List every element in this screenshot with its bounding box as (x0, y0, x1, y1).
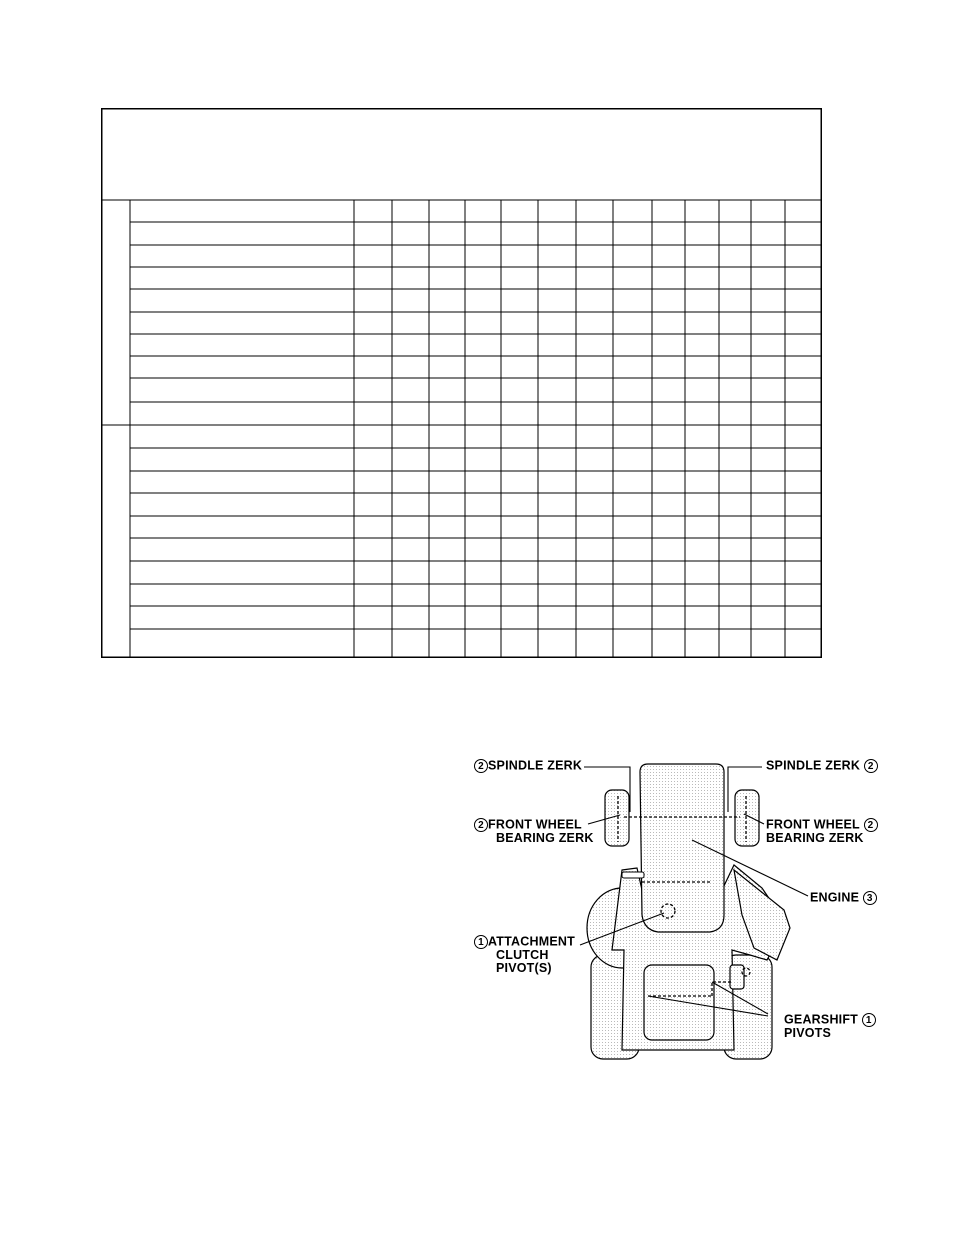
callout-label-line2: BEARING ZERK (496, 831, 594, 845)
callout-spindle-zerk-left (474, 759, 582, 773)
callout-front-wheel-bearing-left (474, 818, 594, 845)
callout-label-line1: FRONT WHEEL (488, 817, 582, 832)
gearshift-lever (730, 965, 744, 989)
callout-number-badge: 2 (864, 818, 878, 832)
callout-gearshift-pivots (784, 1013, 876, 1040)
front-right-wheel (735, 790, 759, 846)
callout-label-line2: BEARING ZERK (766, 831, 864, 845)
callout-label: SPINDLE ZERK (766, 758, 861, 773)
maintenance-table (101, 108, 822, 658)
hood (640, 764, 724, 932)
callout-number-badge: 1 (474, 935, 488, 949)
callout-front-wheel-bearing-right (766, 818, 878, 845)
callout-number-badge: 2 (864, 759, 878, 773)
callout-label-line1: GEARSHIFT (784, 1012, 859, 1027)
callout-label-line2: PIVOTS (784, 1026, 832, 1040)
maintenance-table-grid (101, 108, 822, 658)
callout-label-line1: FRONT WHEEL (766, 817, 860, 832)
callout-label-line1: ATTACHMENT (488, 934, 575, 949)
callout-label-line3: PIVOT(S) (496, 961, 552, 975)
lubrication-diagram (472, 750, 882, 1065)
callout-number-badge: 2 (474, 759, 488, 773)
callout-label: ENGINE (810, 890, 860, 905)
seat (644, 965, 714, 1040)
callout-spindle-zerk-right (766, 759, 878, 773)
callout-label: SPINDLE ZERK (488, 758, 583, 773)
callout-number-badge: 2 (474, 818, 488, 832)
callout-attachment-clutch-pivots (474, 935, 575, 975)
callout-engine (810, 891, 877, 905)
callout-number-badge: 1 (862, 1013, 876, 1027)
callout-label-line2: CLUTCH (496, 948, 549, 962)
callout-number-badge: 3 (863, 891, 877, 905)
